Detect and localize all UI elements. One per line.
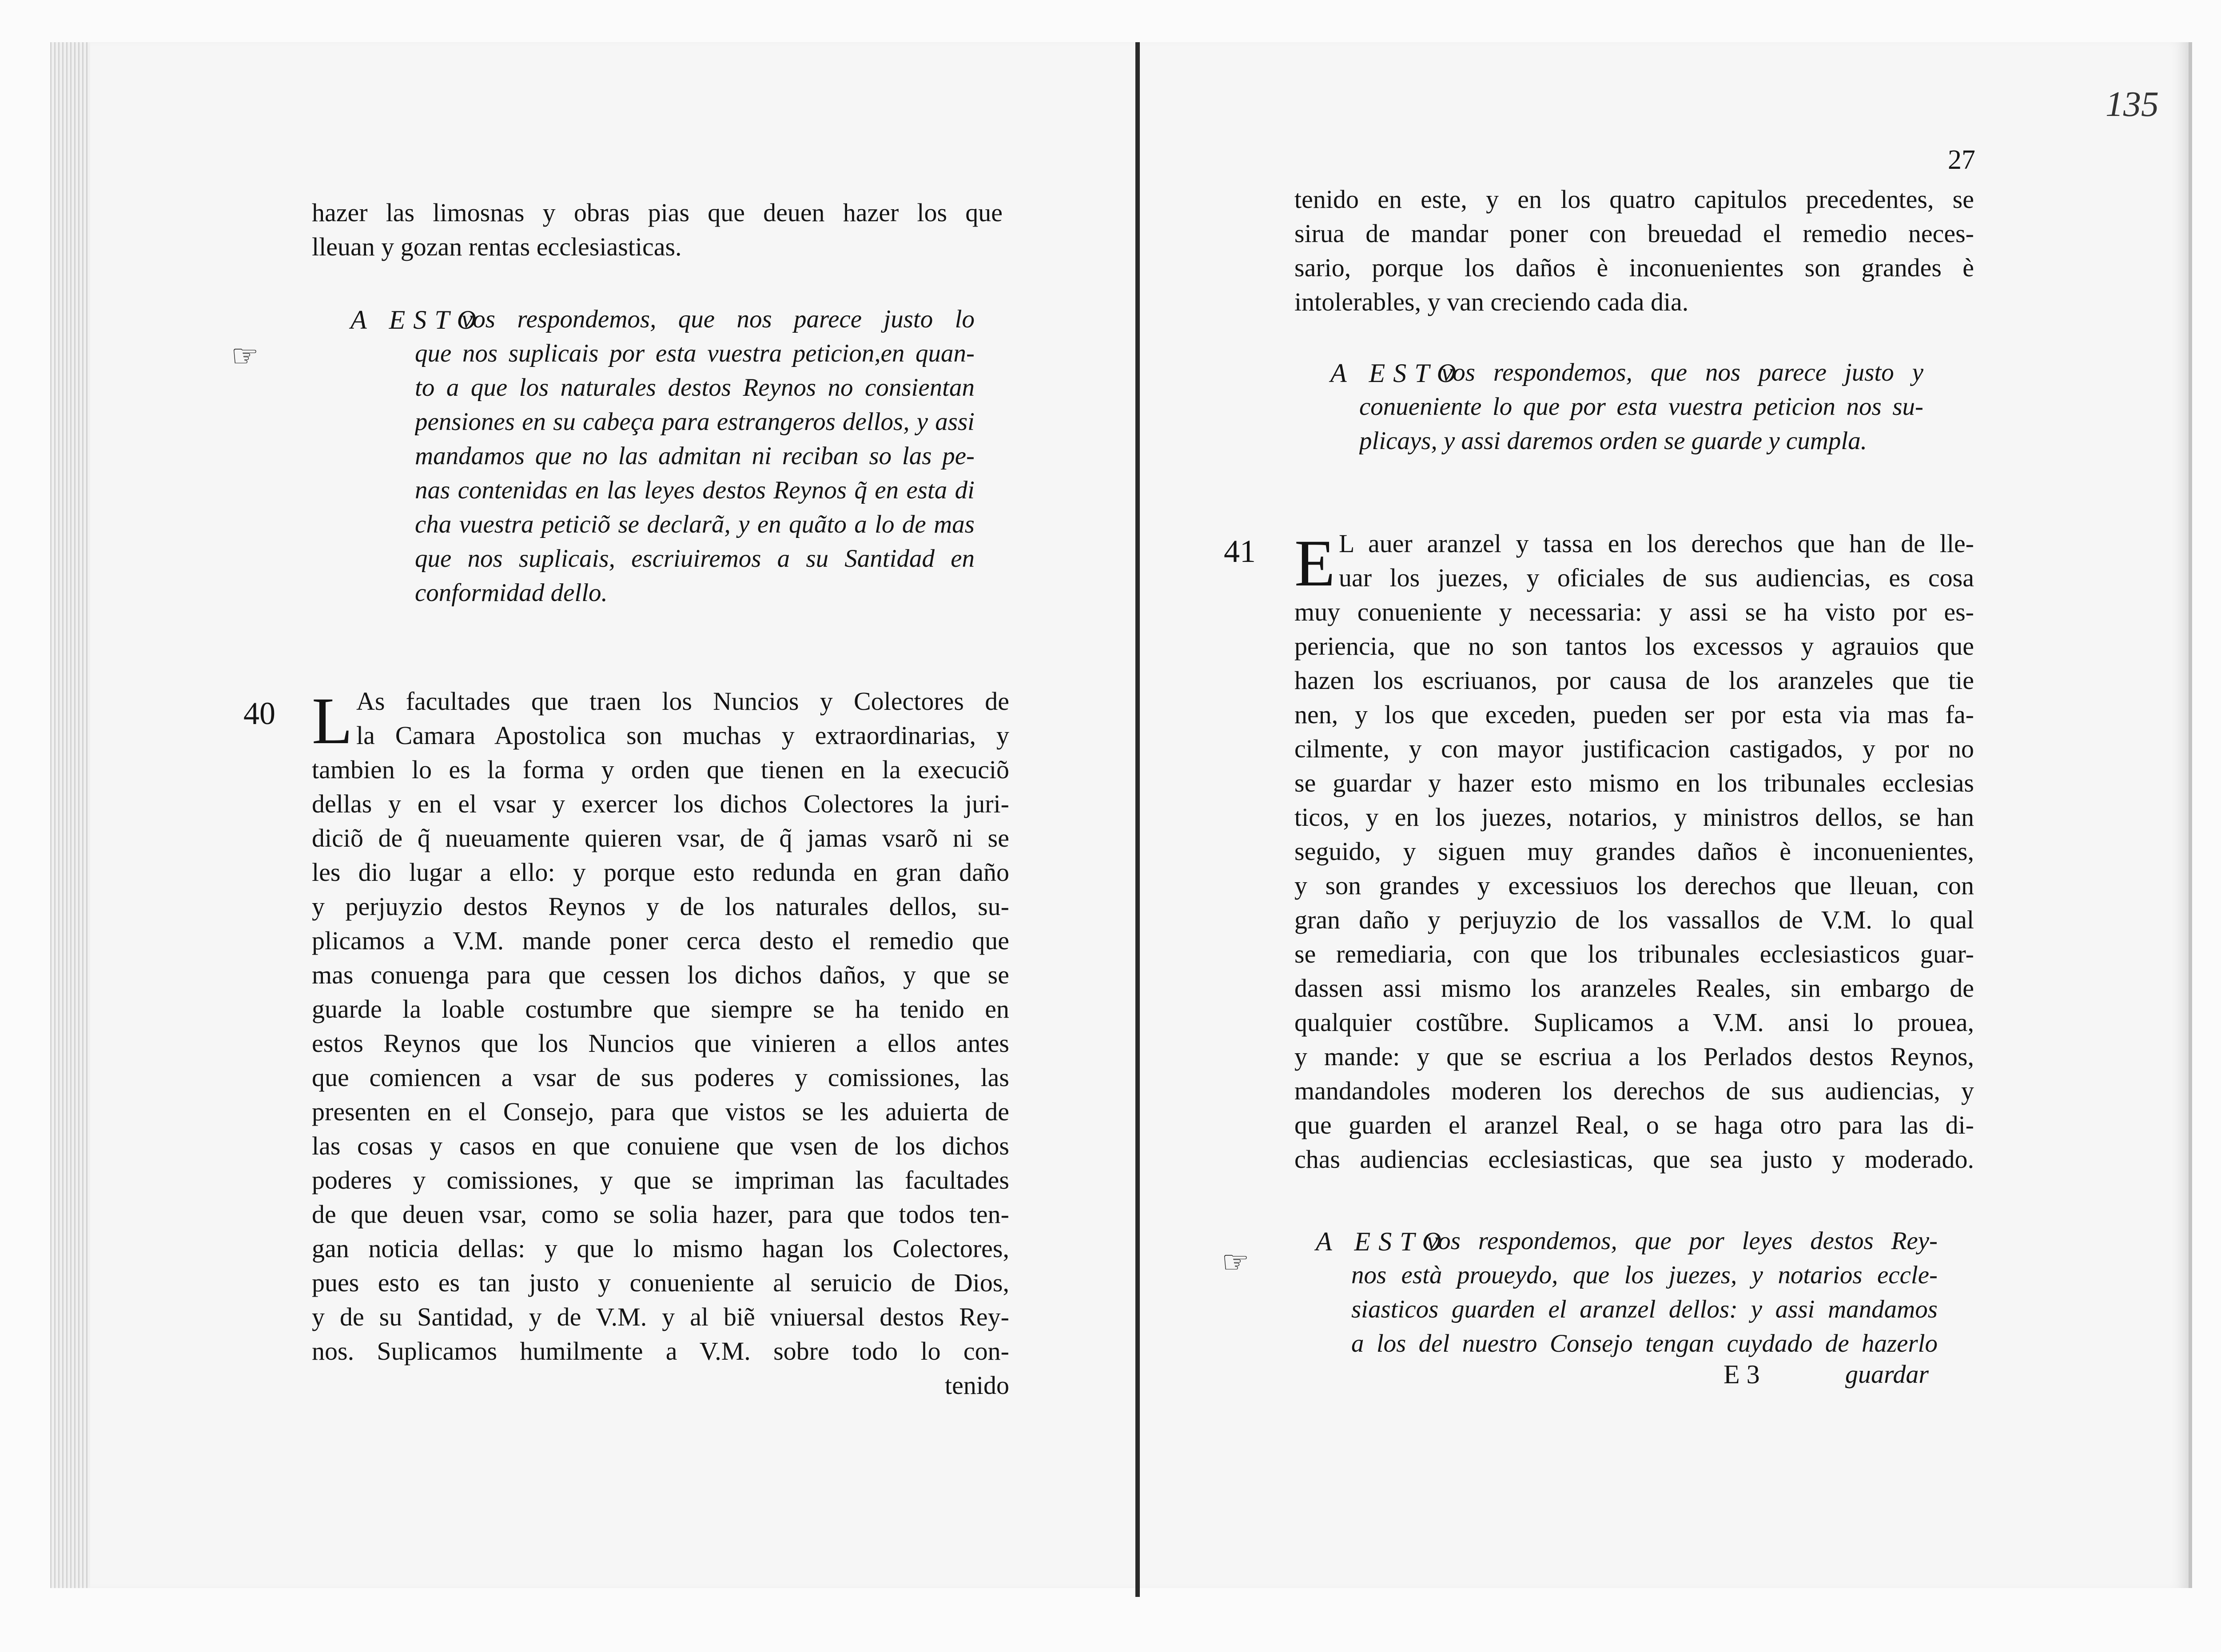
text-line: L auer aranzel y tassa en los derechos que han de lle- xyxy=(1339,529,1974,558)
text-line: dassen assi mismo los aranzeles Reales, sin embargo de xyxy=(1294,974,1974,1003)
text-line: estos Reynos que los Nuncios que vinieren a ellos antes xyxy=(312,1029,1009,1058)
text-line: les dio lugar a ello: y porque esto redunda en gran daño xyxy=(312,858,1009,887)
text-line: dellas y en el vsar y exercer los dichos Colectores la juri- xyxy=(312,789,1009,818)
reply-paragraph xyxy=(1330,355,1923,458)
continuation-text xyxy=(312,195,1003,264)
text-line: y son grandes y excessiuos los derechos que lleuan, con xyxy=(1294,871,1974,900)
page-number: 27 xyxy=(1948,145,1975,175)
drop-cap: L xyxy=(312,684,353,758)
text-line: pensiones en su cabeça para estrangeros dellos, y assi xyxy=(415,408,975,436)
book-gutter xyxy=(1135,42,1140,1597)
text-line: vos respondemos, que nos parece justo y xyxy=(1441,358,1923,386)
reply-lead: A ESTO xyxy=(350,305,484,334)
text-line: siasticos guarden el aranzel dellos: y assi mandamos xyxy=(1351,1295,1938,1323)
text-line: cilmente, y con mayor justificacion castigados, y por no xyxy=(1294,734,1974,763)
text-line: muy conueniente y necessaria: y assi se ha visto por es- xyxy=(1294,597,1974,626)
signature-mark: E 3 xyxy=(1723,1360,1760,1389)
text-line: tambien lo es la forma y orden que tienen en la execuciõ xyxy=(312,755,1009,784)
text-line: seguido, y siguen muy grandes daños è inconuenientes, xyxy=(1294,837,1974,866)
text-line: sario, porque los daños è inconuenientes son grandes è xyxy=(1294,253,1974,282)
text-line: hazen los escriuanos, por causa de los aranzeles que tie xyxy=(1294,666,1974,695)
section-41-paragraph xyxy=(1294,526,1974,1176)
section-number: 40 xyxy=(243,696,275,731)
page-edges xyxy=(50,42,90,1588)
text-line: hazer las limosnas y obras pias que deuen hazer los que xyxy=(312,198,1003,227)
manicule-icon: ☞ xyxy=(1222,1246,1250,1280)
catchword: guardar xyxy=(1845,1360,1929,1389)
text-line: que nos suplicais, escriuiremos a su Santidad en xyxy=(415,545,975,573)
reply-lead: A ESTO xyxy=(1330,358,1464,388)
text-line: periencia, que no son tantos los excessos y agrauios que xyxy=(1294,632,1974,661)
text-line: la Camara Apostolica son muchas y extraordinarias, y xyxy=(356,721,1009,750)
continuation-text xyxy=(1294,182,1974,319)
text-line: ticos, y en los juezes, notarios, y ministros dellos, se han xyxy=(1294,803,1974,832)
text-line: conueniente lo que por esta vuestra peticion nos su- xyxy=(1359,393,1923,421)
text-line: a los del nuestro Consejo tengan cuydado de hazerlo xyxy=(1351,1330,1938,1357)
text-line: que guarden el aranzel Real, o se haga otro para las di- xyxy=(1294,1111,1974,1139)
section-40-paragraph xyxy=(312,684,1009,1402)
text-line: intolerables, y van creciendo cada dia. xyxy=(1294,287,1689,316)
text-line: lleuan y gozan rentas ecclesiasticas. xyxy=(312,232,682,261)
reply-paragraph xyxy=(350,302,975,610)
text-line: vos respondemos, que por leyes destos Rey- xyxy=(1427,1227,1938,1255)
text-line: conformidad dello. xyxy=(415,579,608,607)
text-line: se guardar y hazer esto mismo en los tribunales ecclesias xyxy=(1294,768,1974,797)
text-line: diciõ de q̃ nueuamente quieren vsar, de q̃ jamas vsarõ ni se xyxy=(312,824,1009,852)
reply-lead: A ESTO xyxy=(1316,1227,1449,1256)
text-line: gran daño y perjuyzio de los vassallos de V.M. lo qual xyxy=(1294,905,1974,934)
text-line: y perjuyzio destos Reynos y de los naturales dellos, su- xyxy=(312,892,1009,921)
text-line: mandandoles moderen los derechos de sus audiencias, y xyxy=(1294,1076,1974,1105)
drop-cap: E xyxy=(1294,526,1335,600)
text-line: tenido xyxy=(945,1371,1009,1400)
text-line: presenten en el Consejo, para que vistos se les aduierta de xyxy=(312,1097,1009,1126)
text-line: las cosas y casos en que conuiene que vsen de los dichos xyxy=(312,1131,1009,1160)
text-line: plicays, y assi daremos orden se guarde y cumpla. xyxy=(1359,427,1867,455)
text-line: As facultades que traen los Nuncios y Colectores de xyxy=(356,687,1009,716)
text-line: vos respondemos, que nos parece justo lo xyxy=(462,305,975,333)
text-line: tenido en este, y en los quatro capitulos precedentes, se xyxy=(1294,185,1974,214)
text-line: nos està proueydo, que los juezes, y notarios eccle- xyxy=(1351,1261,1938,1289)
text-line: plicamos a V.M. mande poner cerca desto el remedio que xyxy=(312,926,1009,955)
text-line: de que deuen vsar, como se solia hazer, para que todos ten- xyxy=(312,1200,1009,1229)
text-line: se remediaria, con que los tribunales ecclesiasticos guar- xyxy=(1294,939,1974,968)
text-line: nos. Suplicamos humilmente a V.M. sobre todo lo con- xyxy=(312,1337,1009,1365)
reply-paragraph xyxy=(1316,1224,1938,1361)
text-line: poderes y comissiones, y que se impriman las facultades xyxy=(312,1166,1009,1194)
text-line: cha vuestra peticiõ se declarã, y en quãto a lo de mas xyxy=(415,510,975,538)
text-line: nas contenidas en las leyes destos Reynos q̃ en esta di xyxy=(415,476,975,504)
text-line: mandamos que no las admitan ni reciban so las pe- xyxy=(415,442,975,470)
section-number: 41 xyxy=(1224,533,1256,569)
text-line: que nos suplicais por esta vuestra peticion,en quan- xyxy=(415,339,975,367)
text-line: qualquier costũbre. Suplicamos a V.M. ansi lo prouea, xyxy=(1294,1008,1974,1037)
text-line: guarde la loable costumbre que siempre se ha tenido en xyxy=(312,995,1009,1023)
text-line: uar los juezes, y oficiales de sus audiencias, es cosa xyxy=(1339,563,1974,592)
text-line: gan noticia dellas: y que lo mismo hagan los Colectores, xyxy=(312,1234,1009,1263)
text-line: to a que los naturales destos Reynos no consientan xyxy=(415,374,975,402)
text-line: y de su Santidad, y de V.M. y al biẽ vniuersal destos Rey- xyxy=(312,1302,1009,1331)
text-line: pues esto es tan justo y conueniente al seruicio de Dios, xyxy=(312,1268,1009,1297)
text-line: nen, y los que exceden, pueden ser por esta via mas fa- xyxy=(1294,700,1974,729)
text-line: que comiencen a vsar de sus poderes y comissiones, las xyxy=(312,1063,1009,1092)
text-line: mas conuenga para que cessen los dichos daños, y que se xyxy=(312,960,1009,989)
manicule-icon: ☞ xyxy=(231,339,259,374)
handwritten-folio: 135 xyxy=(2106,85,2159,124)
text-line: chas audiencias ecclesiasticas, que sea justo y moderado. xyxy=(1294,1145,1974,1174)
text-line: y mande: y que se escriua a los Perlados destos Reynos, xyxy=(1294,1042,1974,1071)
text-line: sirua de mandar poner con breuedad el remedio neces- xyxy=(1294,219,1974,248)
